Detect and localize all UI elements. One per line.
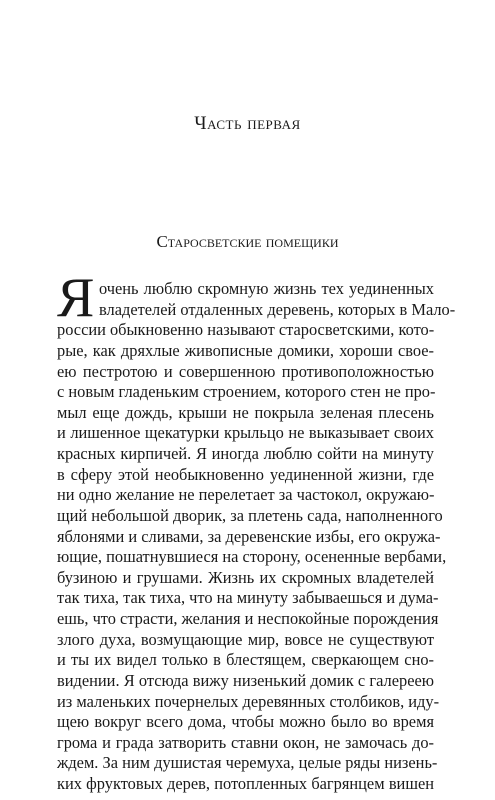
- text-line: ешь, что страсти, желания и неспокойные порождения: [57, 609, 439, 628]
- text-line: ею пестротою и совершенною противоположностью: [57, 361, 434, 381]
- text-line: и ты их видел только в блестящем, сверкающем сно-: [57, 650, 434, 670]
- text-line: бузиною и грушами. Жизнь их скромных владетелей: [57, 567, 434, 587]
- text-line: рые, как дряхлые живописные домики, хороши свое-: [57, 340, 434, 360]
- text-line: грома и града затворить ставни окон, не замочась до-: [57, 732, 434, 752]
- drop-cap: Я: [57, 267, 95, 329]
- text-line: с новым гладеньким строением, которого стен не про-: [57, 382, 436, 402]
- text-line: ющие, пошатнувшиеся на сторону, осененные вербами,: [57, 547, 447, 567]
- text-line: злого духа, возмущающие мир, вовсе не существуют: [57, 629, 434, 649]
- text-line: владетелей отдаленных деревень, которых в Мало-: [99, 299, 456, 319]
- text-line: ни одно желание не перелетает за частокол, окружаю-: [57, 485, 435, 505]
- text-line: в сферу этой необыкновенно уединенной жизни, где: [57, 464, 434, 484]
- part-title: Часть первая: [194, 113, 301, 134]
- text-line: щею вокруг всего дома, чтобы можно было во время: [57, 712, 434, 732]
- text-line: яблонями и сливами, за деревенские избы, его окружа-: [57, 526, 441, 546]
- text-line: видении. Я отсюда вижу низенький домик с галереею: [57, 670, 434, 690]
- text-line: из маленьких почернелых деревянных столбиков, иду-: [57, 691, 440, 711]
- text-line: мыл еще дождь, крыши не покрыла зеленая плесень: [57, 402, 434, 422]
- text-line: красных кирпичей. Я иногда люблю сойти на минуту: [57, 444, 434, 463]
- text-line: россии обыкновенно называют старосветскими, кото-: [57, 320, 435, 340]
- chapter-title: Старосветские помещики: [156, 232, 339, 251]
- text-line: и лишенное щекатурки крыльцо не выказывает своих: [57, 423, 434, 443]
- text-line: ждем. За ним душистая черемуха, целые ряды низень-: [57, 753, 438, 773]
- text-line: так тиха, так тиха, что на минуту забываешься и дума-: [57, 588, 439, 608]
- body-text: [57, 279, 456, 795]
- text-line: очень люблю скромную жизнь тех уединенных: [99, 279, 434, 298]
- text-line: ких фруктовых дерев, потопленных багрянцем вишен: [57, 774, 434, 793]
- text-line: щий небольшой дворик, за плетень сада, наполненного: [57, 505, 443, 525]
